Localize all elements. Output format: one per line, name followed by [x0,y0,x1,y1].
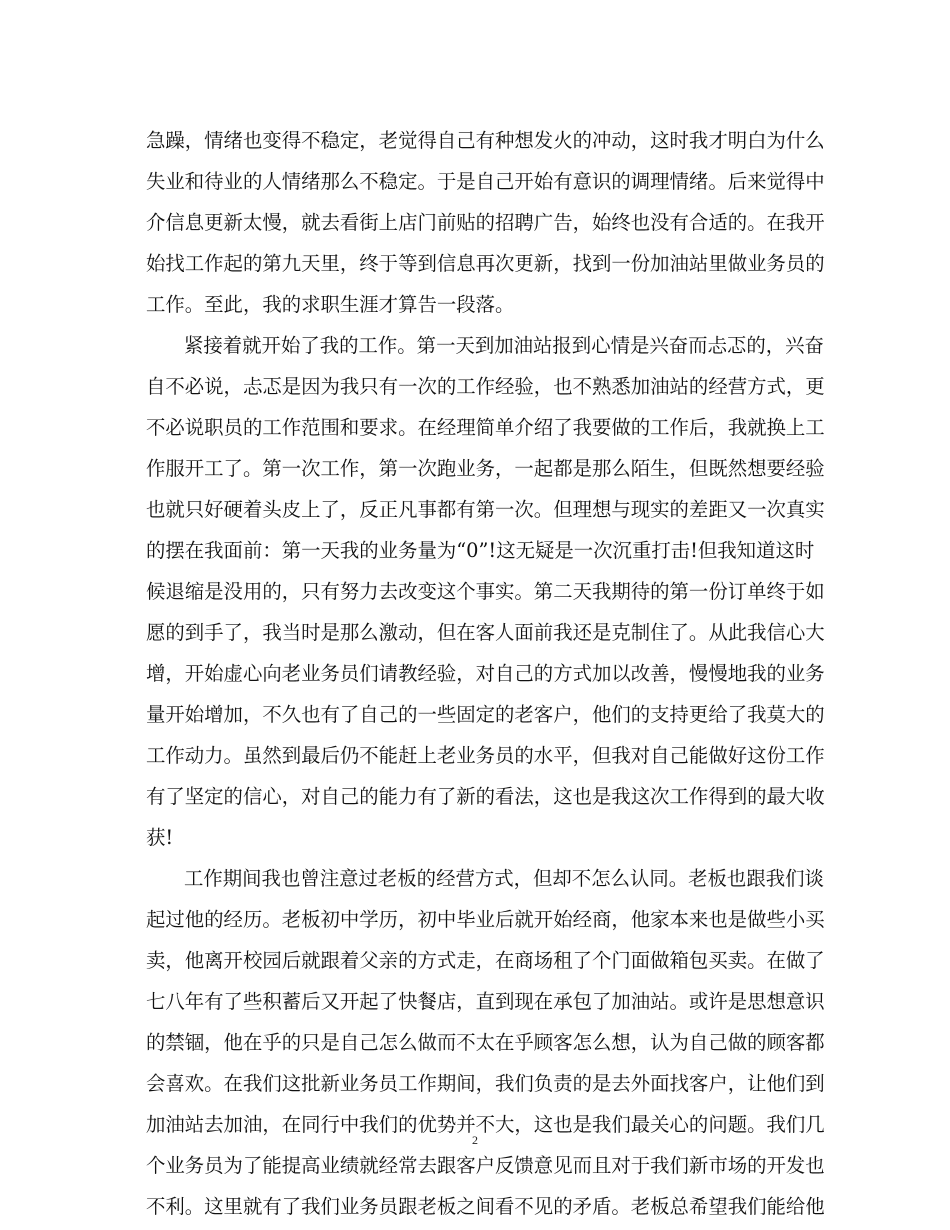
paragraph-line: 紧接着就开始了我的工作。第一天到加油站报到心情是兴奋而忐忑的，兴奋 [184,334,824,357]
paragraph-line: 增，开始虚心向老业务员们请教经验，对自己的方式加以改善，慢慢地我的业务 [146,662,825,685]
paragraph-line: 作服开工了。第一次工作，第一次跑业务，一起都是那么陌生，但既然想要经验 [146,457,825,480]
paragraph-line: 卖，他离开校园后就跟着父亲的方式走，在商场租了个门面做箱包买卖。在做了 [146,949,825,972]
paragraph [146,858,825,1227]
paragraph-line: 会喜欢。在我们这批新业务员工作期间，我们负责的是去外面找客户，让他们到 [146,1072,825,1095]
paragraph-line: 也就只好硬着头皮上了，反正凡事都有第一次。但理想与现实的差距又一次真实 [146,498,825,521]
paragraph-line: 量开始增加，不久也有了自己的一些固定的老客户，他们的支持更给了我莫大的 [146,703,825,726]
body-text [146,120,825,1227]
paragraph-line: 自不必说，忐忑是因为我只有一次的工作经验，也不熟悉加油站的经营方式，更 [146,375,825,398]
paragraph-line: 候退缩是没用的，只有努力去改变这个事实。第二天我期待的第一份订单终于如 [146,580,825,603]
paragraph-line: 有了坚定的信心，对自己的能力有了新的看法，这也是我这次工作得到的最大收 [146,785,825,808]
paragraph-line: 急躁，情绪也变得不稳定，老觉得自己有种想发火的冲动，这时我才明白为什么 [146,129,825,152]
paragraph-line: 失业和待业的人情绪那么不稳定。于是自己开始有意识的调理情绪。后来觉得中 [146,170,825,193]
page-number: 2 [472,1133,478,1147]
paragraph-line: 不利。这里就有了我们业务员跟老板之间看不见的矛盾。老板总希望我们能给他 [146,1195,825,1218]
paragraph-line: 工作。至此，我的求职生涯才算告一段落。 [146,293,515,316]
paragraph-line: 起过他的经历。老板初中学历，初中毕业后就开始经商，他家本来也是做些小买 [146,908,825,931]
paragraph-line: 介信息更新太慢，就去看街上店门前贴的招聘广告，始终也没有合适的。在我开 [146,211,825,234]
paragraph-line: 始找工作起的第九天里，终于等到信息再次更新，找到一份加油站里做业务员的 [146,252,825,275]
paragraph-line: 获! [146,826,174,849]
paragraph [146,325,825,858]
paragraph-line: 工作动力。虽然到最后仍不能赶上老业务员的水平，但我对自己能做好这份工作 [146,744,825,767]
paragraph-line: 不必说职员的工作范围和要求。在经理简单介绍了我要做的工作后，我就换上工 [146,416,825,439]
paragraph-line: 工作期间我也曾注意过老板的经营方式，但却不怎么认同。老板也跟我们谈 [184,867,824,890]
paragraph-line: 个业务员为了能提高业绩就经常去跟客户反馈意见而且对于我们新市场的开发也 [146,1154,825,1177]
paragraph-line: 的摆在我面前：第一天我的业务量为“0”!这无疑是一次沉重打击!但我知道这时 [146,539,815,562]
paragraph-line: 加油站去加油，在同行中我们的优势并不大，这也是我们最关心的问题。我们几 [146,1113,825,1136]
paragraph-line: 的禁锢，他在乎的只是自己怎么做而不太在乎顾客怎么想，认为自己做的顾客都 [146,1031,825,1054]
paragraph-line: 愿的到手了，我当时是那么激动，但在客人面前我还是克制住了。从此我信心大 [146,621,825,644]
paragraph [146,120,825,325]
paragraph-line: 七八年有了些积蓄后又开起了快餐店，直到现在承包了加油站。或许是思想意识 [146,990,825,1013]
